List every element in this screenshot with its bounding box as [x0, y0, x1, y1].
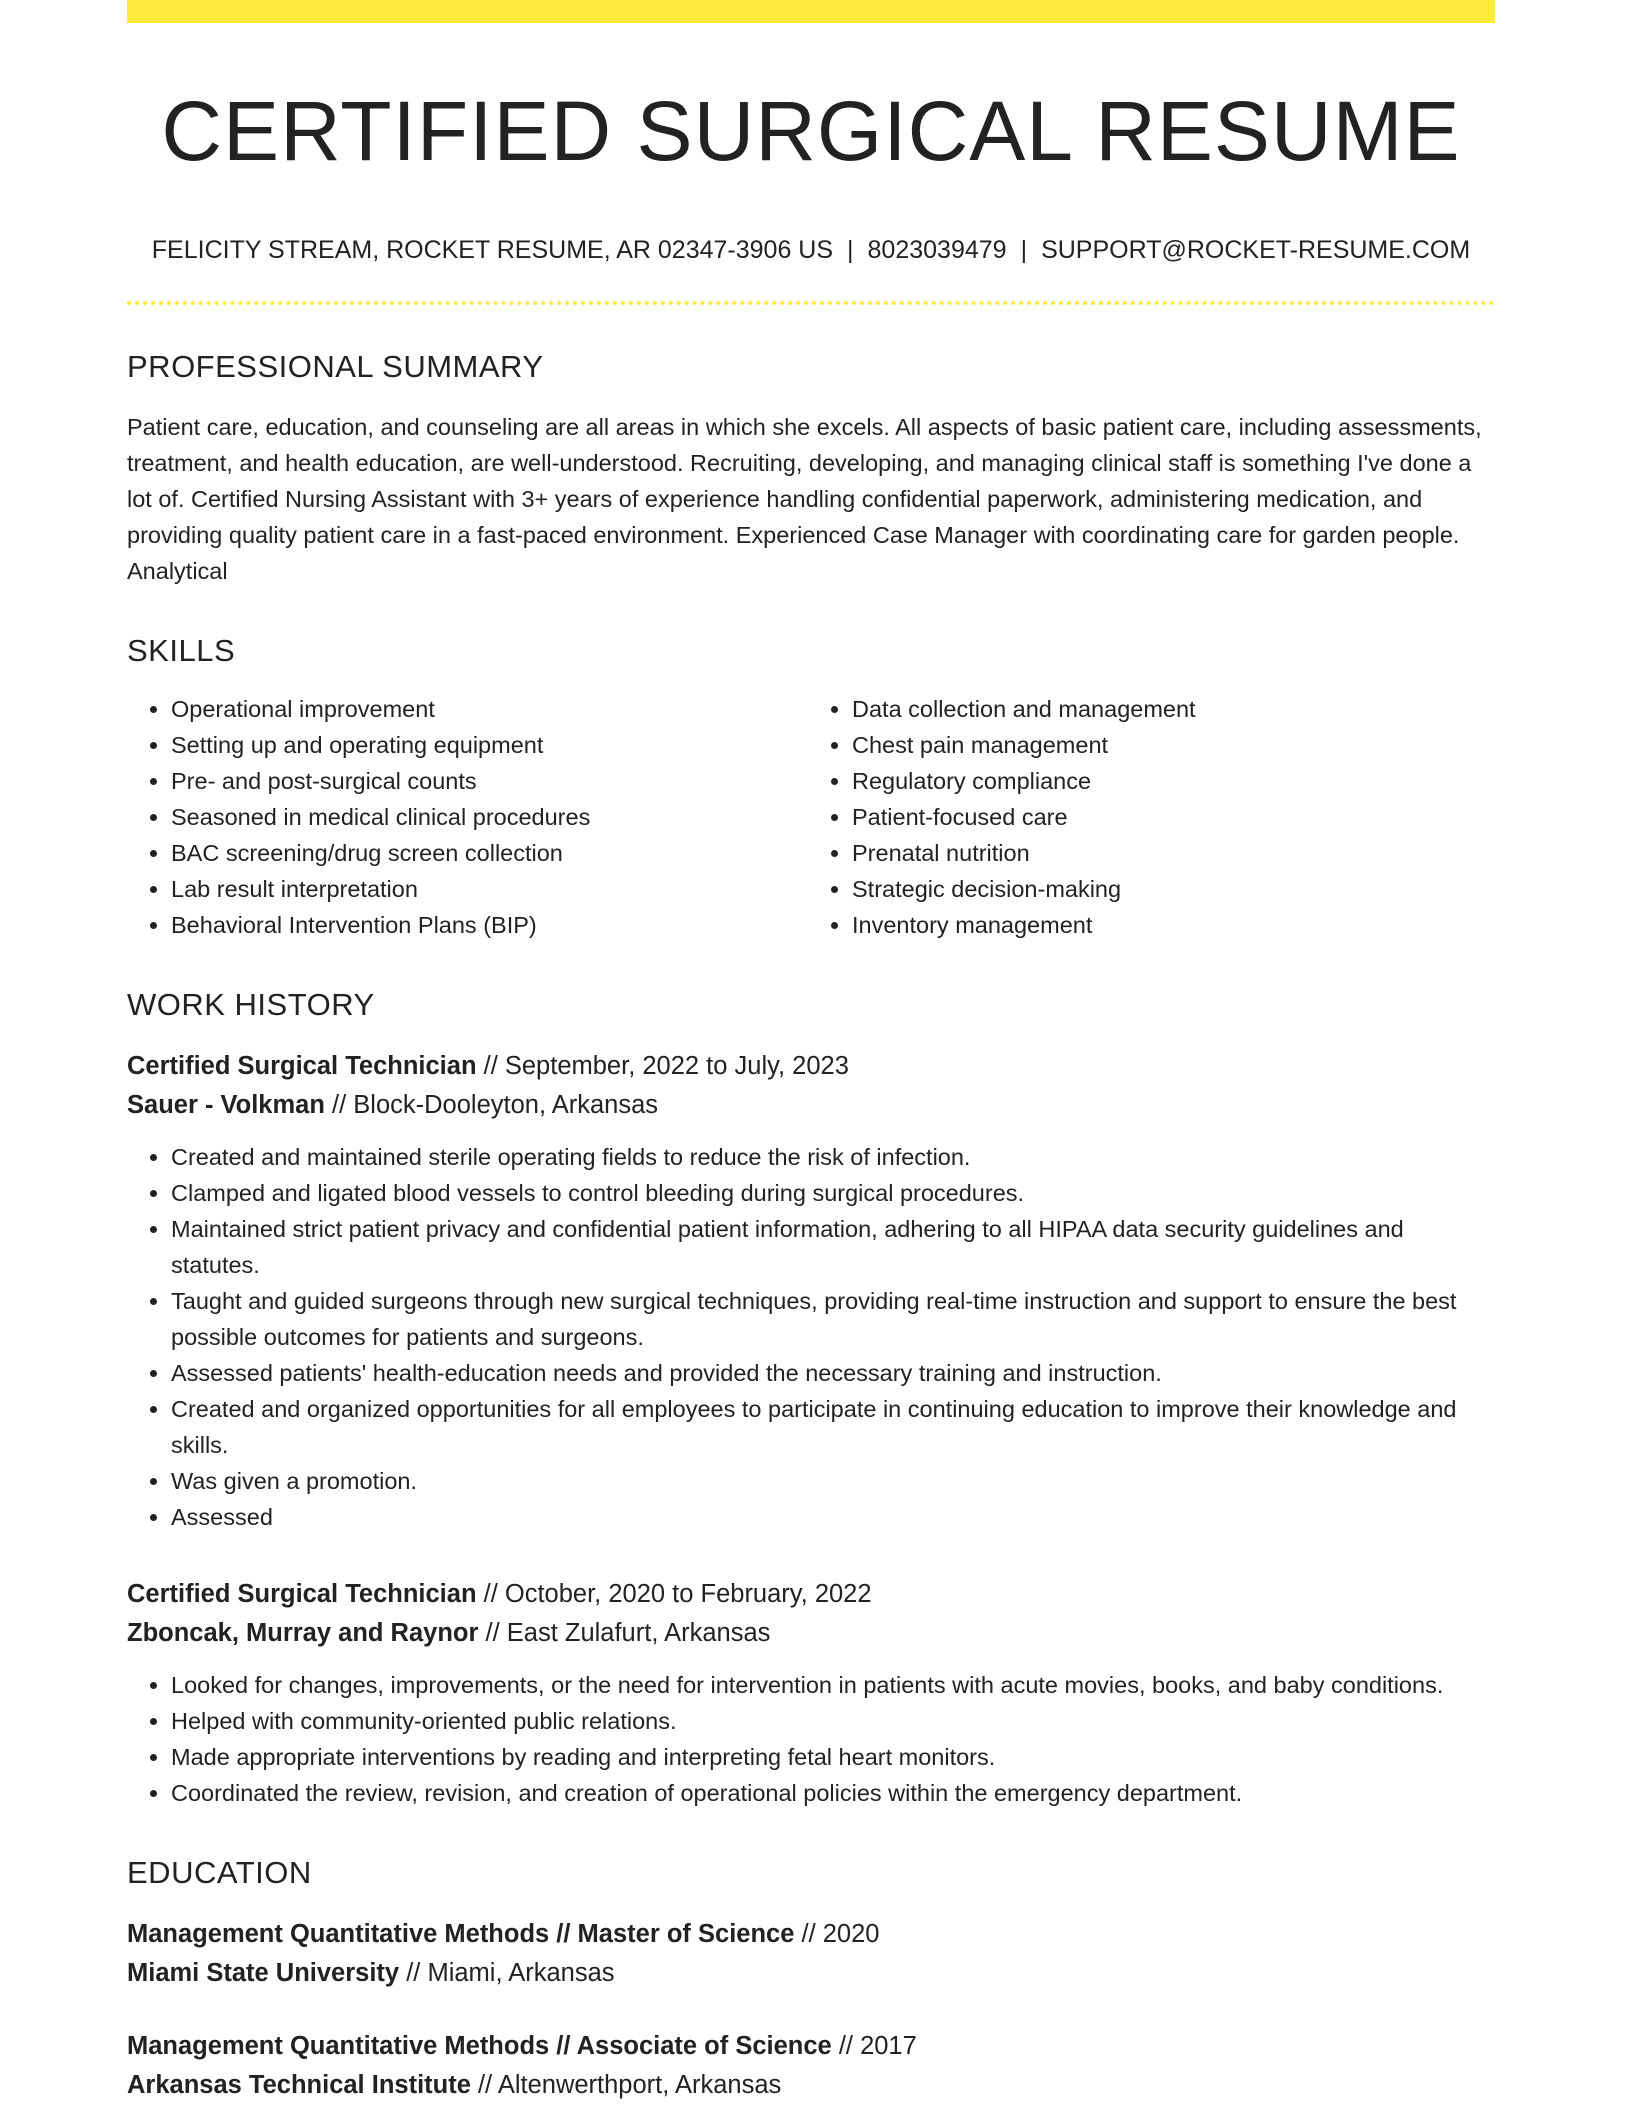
skill-item: • Data collection and management	[852, 691, 1495, 727]
job-bullet: • Assessed	[171, 1499, 1495, 1535]
skill-item: • Chest pain management	[852, 727, 1495, 763]
education-school: Arkansas Technical Institute	[127, 2071, 471, 2100]
skill-item: • Regulatory compliance	[852, 763, 1495, 799]
job-title: Certified Surgical Technician	[127, 1052, 477, 1081]
skill-item: • Inventory management	[852, 907, 1495, 943]
job-bullet: • Looked for changes, improvements, or the need for intervention in patients with acute movies, books, and baby conditions.	[171, 1667, 1495, 1703]
contact-phone: 8023039479	[867, 236, 1007, 265]
education-school-line	[127, 2066, 1495, 2105]
job-entry	[127, 1047, 1495, 1535]
job-dates: // October, 2020 to February, 2022	[476, 1580, 872, 1609]
work-history-heading: WORK HISTORY	[127, 987, 375, 1023]
job-company-line	[127, 1614, 1495, 1653]
job-bullet: • Taught and guided surgeons through new surgical techniques, providing real-time instruction and support to ensure the best possible outcomes for patients and surgeons.	[171, 1283, 1495, 1355]
job-dates: // September, 2022 to July, 2023	[476, 1052, 849, 1081]
skill-item: • BAC screening/drug screen collection	[171, 835, 814, 871]
education-year: // 2017	[831, 2032, 917, 2061]
skill-item: • Prenatal nutrition	[852, 835, 1495, 871]
skill-item: • Pre- and post-surgical counts	[171, 763, 814, 799]
skill-item: • Strategic decision-making	[852, 871, 1495, 907]
job-bullet: • Assessed patients' health-education needs and provided the necessary training and instruction.	[171, 1355, 1495, 1391]
skill-item: • Setting up and operating equipment	[171, 727, 814, 763]
job-title-line	[127, 1575, 1495, 1614]
education-entry	[127, 1915, 1495, 1993]
skill-item: • Behavioral Intervention Plans (BIP)	[171, 907, 814, 943]
skill-item: • Lab result interpretation	[171, 871, 814, 907]
education-location: // Altenwerthport, Arkansas	[470, 2071, 782, 2100]
job-bullet: • Was given a promotion.	[171, 1463, 1495, 1499]
education-degree-line	[127, 1915, 1495, 1954]
job-company: Zboncak, Murray and Raynor	[127, 1619, 479, 1648]
contact-separator: |	[1020, 236, 1028, 265]
education-degree: Management Quantitative Methods // Master of Science	[127, 1920, 795, 1949]
resume-page	[127, 0, 1495, 2105]
job-bullets	[127, 1139, 1495, 1535]
job-bullet: • Created and organized opportunities for all employees to participate in continuing education to improve their knowledge and skills.	[171, 1391, 1495, 1463]
contact-separator: |	[847, 236, 854, 265]
skill-item: • Patient-focused care	[852, 799, 1495, 835]
education-degree: Management Quantitative Methods // Associate of Science	[127, 2032, 832, 2061]
summary-heading: PROFESSIONAL SUMMARY	[127, 349, 544, 385]
job-bullet: • Coordinated the review, revision, and creation of operational policies within the emergency department.	[171, 1775, 1495, 1811]
job-location: // East Zulafurt, Arkansas	[478, 1619, 771, 1648]
education-school-line	[127, 1954, 1495, 1993]
education-school: Miami State University	[127, 1959, 400, 1988]
job-company: Sauer - Volkman	[127, 1091, 325, 1120]
skills-column-right	[808, 691, 1495, 943]
contact-email: SUPPORT@ROCKET-RESUME.COM	[1041, 236, 1471, 265]
skills-list	[127, 691, 1495, 943]
job-bullet: • Maintained strict patient privacy and confidential patient information, adhering to all HIPAA data security guidelines and statutes.	[171, 1211, 1495, 1283]
skill-item: • Operational improvement	[171, 691, 814, 727]
skills-column-left	[127, 691, 814, 943]
dotted-divider	[127, 301, 1495, 305]
job-bullets	[127, 1667, 1495, 1811]
skills-heading: SKILLS	[127, 633, 236, 669]
job-title: Certified Surgical Technician	[127, 1580, 477, 1609]
job-title-line	[127, 1047, 1495, 1086]
job-entry	[127, 1575, 1495, 1811]
job-bullet: • Made appropriate interventions by reading and interpreting fetal heart monitors.	[171, 1739, 1495, 1775]
summary-text: Patient care, education, and counseling are all areas in which she excels. All aspects of basic patient care, including assessments, treatment, and health education, are well-understood. Recruiting, developing, and managing clinical staff is something I've done a lot of. Certified Nursing Assistant with 3+ years of experience handling confidential paperwork, administering medication, and providing quality patient care in a fast-paced environment. Experienced Case Manager with coordinating care for garden people. Analytical	[127, 414, 1482, 585]
education-degree-line	[127, 2027, 1495, 2066]
contact-line	[127, 235, 1495, 265]
job-bullet: • Created and maintained sterile operating fields to reduce the risk of infection.	[171, 1139, 1495, 1175]
accent-bar	[127, 0, 1495, 23]
resume-title: CERTIFIED SURGICAL RESUME	[161, 84, 1461, 178]
education-heading: EDUCATION	[127, 1855, 312, 1891]
contact-address: FELICITY STREAM, ROCKET RESUME, AR 02347-3906 US	[151, 236, 834, 265]
job-company-line	[127, 1086, 1495, 1125]
education-location: // Miami, Arkansas	[399, 1959, 615, 1988]
job-bullet: • Helped with community-oriented public relations.	[171, 1703, 1495, 1739]
education-year: // 2020	[794, 1920, 880, 1949]
education-entry	[127, 2027, 1495, 2105]
job-location: // Block-Dooleyton, Arkansas	[324, 1091, 659, 1120]
job-bullet: • Clamped and ligated blood vessels to control bleeding during surgical procedures.	[171, 1175, 1495, 1211]
skill-item: • Seasoned in medical clinical procedures	[171, 799, 814, 835]
